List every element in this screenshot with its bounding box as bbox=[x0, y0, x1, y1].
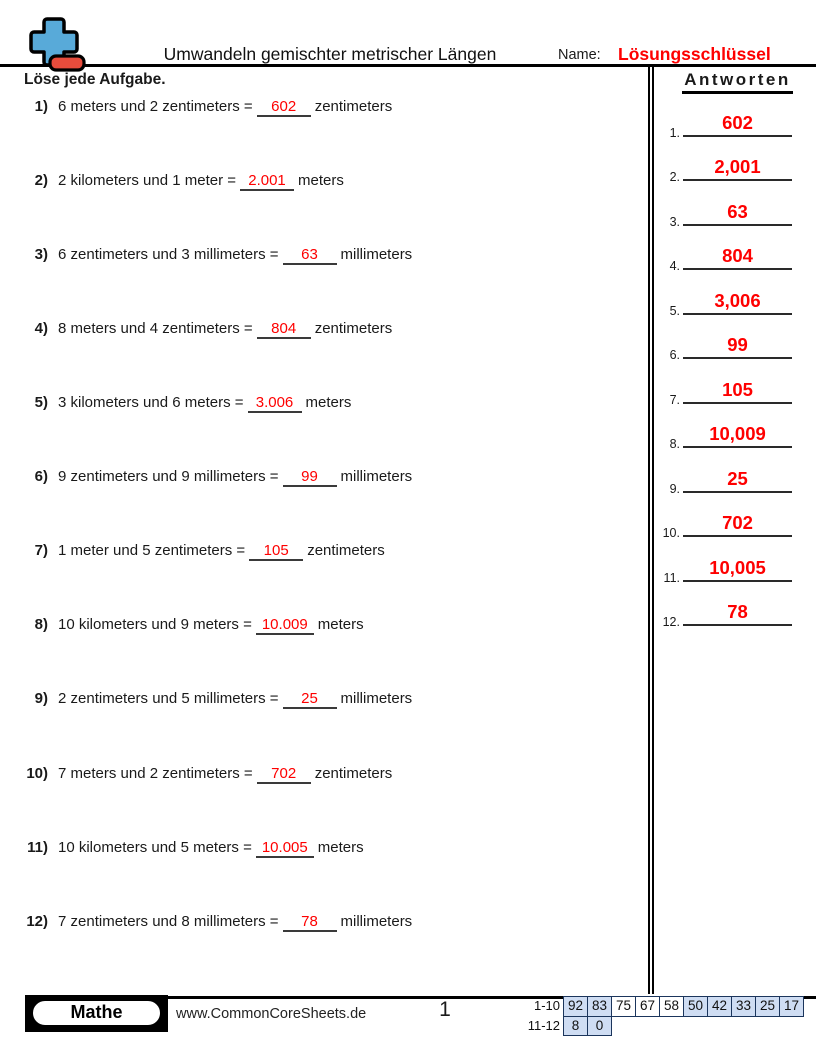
problem-answer-blank bbox=[249, 542, 303, 561]
problem-number: 6) bbox=[34, 468, 48, 485]
problem-answer: 105 bbox=[263, 542, 289, 559]
problem-unit: meters bbox=[305, 394, 352, 411]
answer-number: 5. bbox=[669, 304, 680, 318]
answer-item bbox=[652, 556, 802, 585]
answer-item bbox=[652, 378, 802, 407]
answer-item bbox=[652, 155, 802, 184]
problem-question: 8 meters und 4 zentimeters = bbox=[58, 320, 253, 337]
answer-item bbox=[652, 111, 802, 140]
grading-cell: 92 bbox=[563, 996, 588, 1017]
problem-row bbox=[0, 913, 640, 937]
answer-line bbox=[683, 200, 792, 226]
problem-unit: millimeters bbox=[340, 246, 413, 263]
problem-question: 6 zentimeters und 3 millimeters = bbox=[58, 246, 279, 263]
answer-item bbox=[652, 333, 802, 362]
answer-item bbox=[652, 600, 802, 629]
problem-number: 1) bbox=[34, 98, 48, 115]
grading-cell: 83 bbox=[587, 996, 612, 1017]
problem-row bbox=[0, 172, 640, 196]
answer-line bbox=[683, 600, 792, 626]
problem-unit: zentimeters bbox=[314, 98, 393, 115]
problem-unit: meters bbox=[317, 616, 364, 633]
plus-minus-math-icon bbox=[26, 16, 88, 74]
problem-row bbox=[0, 690, 640, 714]
problem-row bbox=[0, 542, 640, 566]
problem-answer-blank bbox=[283, 913, 337, 932]
problem-answer: 2.001 bbox=[248, 172, 286, 189]
grading-cell: 50 bbox=[683, 996, 708, 1017]
page-number: 1 bbox=[439, 998, 451, 1021]
problem-answer: 10.009 bbox=[261, 616, 308, 633]
grading-row bbox=[520, 996, 804, 1017]
problem-number: 5) bbox=[34, 394, 48, 411]
answer-number: 8. bbox=[669, 437, 680, 451]
answer-line bbox=[683, 244, 792, 270]
grading-cell: 67 bbox=[635, 996, 660, 1017]
answer-value: 3,006 bbox=[714, 290, 761, 311]
grading-cell: 17 bbox=[779, 996, 804, 1017]
answer-item bbox=[652, 200, 802, 229]
answer-value: 10,005 bbox=[709, 557, 766, 578]
problem-row bbox=[0, 765, 640, 789]
problem-answer: 99 bbox=[301, 468, 318, 485]
problem-number: 10) bbox=[26, 765, 48, 782]
problem-question: 1 meter und 5 zentimeters = bbox=[58, 542, 246, 559]
grading-row-label: 1-10 bbox=[533, 998, 560, 1013]
problem-unit: zentimeters bbox=[307, 542, 385, 559]
problem-answer-blank bbox=[248, 394, 302, 413]
answer-line bbox=[683, 422, 792, 448]
problem-number: 11) bbox=[27, 839, 48, 856]
answer-value: 99 bbox=[727, 334, 748, 355]
answer-line bbox=[683, 111, 792, 137]
problem-answer: 3.006 bbox=[255, 394, 294, 411]
answer-line bbox=[683, 378, 792, 404]
website-url: www.CommonCoreSheets.de bbox=[176, 1006, 367, 1022]
problem-answer: 25 bbox=[301, 690, 318, 707]
subject-badge bbox=[25, 995, 168, 1032]
problem-answer-blank bbox=[283, 246, 337, 265]
problem-answer-blank bbox=[257, 765, 311, 784]
problem-row bbox=[0, 394, 640, 418]
problem-unit: meters bbox=[298, 172, 344, 189]
problem-question: 9 zentimeters und 9 millimeters = bbox=[58, 468, 279, 485]
answer-number: 7. bbox=[669, 393, 680, 407]
grading-cell: 75 bbox=[611, 996, 636, 1017]
problem-answer-blank bbox=[283, 690, 337, 709]
answer-value: 2,001 bbox=[714, 156, 761, 177]
problem-unit: meters bbox=[317, 839, 364, 856]
problem-question: 6 meters und 2 zentimeters = bbox=[58, 98, 253, 115]
page-title: Umwandeln gemischter metrischer Längen bbox=[163, 44, 497, 64]
problem-unit: millimeters bbox=[340, 913, 413, 930]
subject-label: Mathe bbox=[31, 999, 162, 1027]
grading-row bbox=[520, 1016, 804, 1036]
answer-line bbox=[683, 467, 792, 493]
problem-answer: 63 bbox=[301, 246, 318, 263]
answer-line bbox=[683, 155, 792, 181]
answer-item bbox=[652, 244, 802, 273]
grading-cell: 42 bbox=[707, 996, 732, 1017]
grading-row-label: 11-12 bbox=[527, 1018, 560, 1033]
answers-heading-label: Antworten bbox=[682, 70, 793, 94]
answer-number: 2. bbox=[669, 170, 680, 184]
answer-value: 105 bbox=[722, 379, 753, 400]
problem-row bbox=[0, 320, 640, 344]
problem-question: 10 kilometers und 9 meters = bbox=[58, 616, 252, 633]
answer-number: 9. bbox=[669, 482, 680, 496]
problem-number: 2) bbox=[34, 172, 48, 189]
answer-number: 6. bbox=[669, 348, 680, 362]
problem-answer: 10.005 bbox=[261, 839, 308, 856]
problem-row bbox=[0, 616, 640, 640]
problem-number: 8) bbox=[34, 616, 48, 633]
problem-answer: 702 bbox=[271, 765, 297, 782]
answer-number: 1. bbox=[669, 126, 680, 140]
problem-answer-blank bbox=[257, 98, 311, 117]
answer-number: 11. bbox=[663, 571, 680, 585]
problem-question: 10 kilometers und 5 meters = bbox=[58, 839, 252, 856]
problem-number: 4) bbox=[34, 320, 48, 337]
problem-question: 7 zentimeters und 8 millimeters = bbox=[58, 913, 279, 930]
problem-question: 3 kilometers und 6 meters = bbox=[58, 394, 244, 411]
answer-item bbox=[652, 289, 802, 318]
grading-table bbox=[520, 996, 804, 1036]
problem-answer-blank bbox=[283, 468, 337, 487]
header-divider bbox=[0, 64, 816, 67]
problem-answer-blank bbox=[256, 616, 314, 635]
problem-unit: millimeters bbox=[340, 690, 413, 707]
grading-cell: 58 bbox=[659, 996, 684, 1017]
answer-number: 3. bbox=[669, 215, 680, 229]
problem-answer-blank bbox=[257, 320, 311, 339]
problem-question: 2 kilometers und 1 meter = bbox=[58, 172, 237, 189]
grading-cell: 25 bbox=[755, 996, 780, 1017]
problem-answer-blank bbox=[256, 839, 314, 858]
problem-row bbox=[0, 468, 640, 492]
problem-number: 7) bbox=[34, 542, 48, 559]
answer-item bbox=[652, 422, 802, 451]
problem-row bbox=[0, 246, 640, 270]
problem-row bbox=[0, 839, 640, 863]
answer-item bbox=[652, 467, 802, 496]
answer-number: 4. bbox=[669, 259, 680, 273]
problem-answer: 804 bbox=[271, 320, 297, 337]
problem-number: 3) bbox=[34, 246, 48, 263]
answer-value: 25 bbox=[727, 468, 748, 489]
answer-number: 10. bbox=[662, 526, 680, 540]
problem-question: 7 meters und 2 zentimeters = bbox=[58, 765, 253, 782]
answer-line bbox=[683, 333, 792, 359]
column-divider-line bbox=[648, 66, 650, 994]
name-label: Name: bbox=[558, 47, 601, 63]
problem-number: 12) bbox=[26, 913, 48, 930]
problem-answer-blank bbox=[240, 172, 294, 191]
answer-key-label: Lösungsschlüssel bbox=[618, 44, 771, 64]
answer-line bbox=[683, 511, 792, 537]
answer-line bbox=[683, 556, 792, 582]
problem-unit: zentimeters bbox=[314, 765, 393, 782]
grading-cell: 33 bbox=[731, 996, 756, 1017]
instruction-text: Löse jede Aufgabe. bbox=[24, 71, 166, 88]
problem-number: 9) bbox=[34, 690, 48, 707]
answer-line bbox=[683, 289, 792, 315]
answer-value: 78 bbox=[727, 601, 748, 622]
answer-value: 702 bbox=[722, 512, 753, 533]
answer-value: 804 bbox=[722, 245, 753, 266]
answer-value: 63 bbox=[727, 201, 748, 222]
problem-unit: zentimeters bbox=[314, 320, 393, 337]
problem-answer: 78 bbox=[301, 913, 318, 930]
answer-value: 10,009 bbox=[709, 423, 766, 444]
answer-number: 12. bbox=[662, 615, 680, 629]
problem-row bbox=[0, 98, 640, 122]
answer-value: 602 bbox=[722, 112, 753, 133]
problem-question: 2 zentimeters und 5 millimeters = bbox=[58, 690, 279, 707]
grading-cell: 8 bbox=[563, 1016, 588, 1036]
problem-unit: millimeters bbox=[340, 468, 413, 485]
answer-item bbox=[652, 511, 802, 540]
problem-answer: 602 bbox=[271, 98, 297, 115]
answers-heading bbox=[660, 70, 815, 94]
grading-cell: 0 bbox=[587, 1016, 612, 1036]
